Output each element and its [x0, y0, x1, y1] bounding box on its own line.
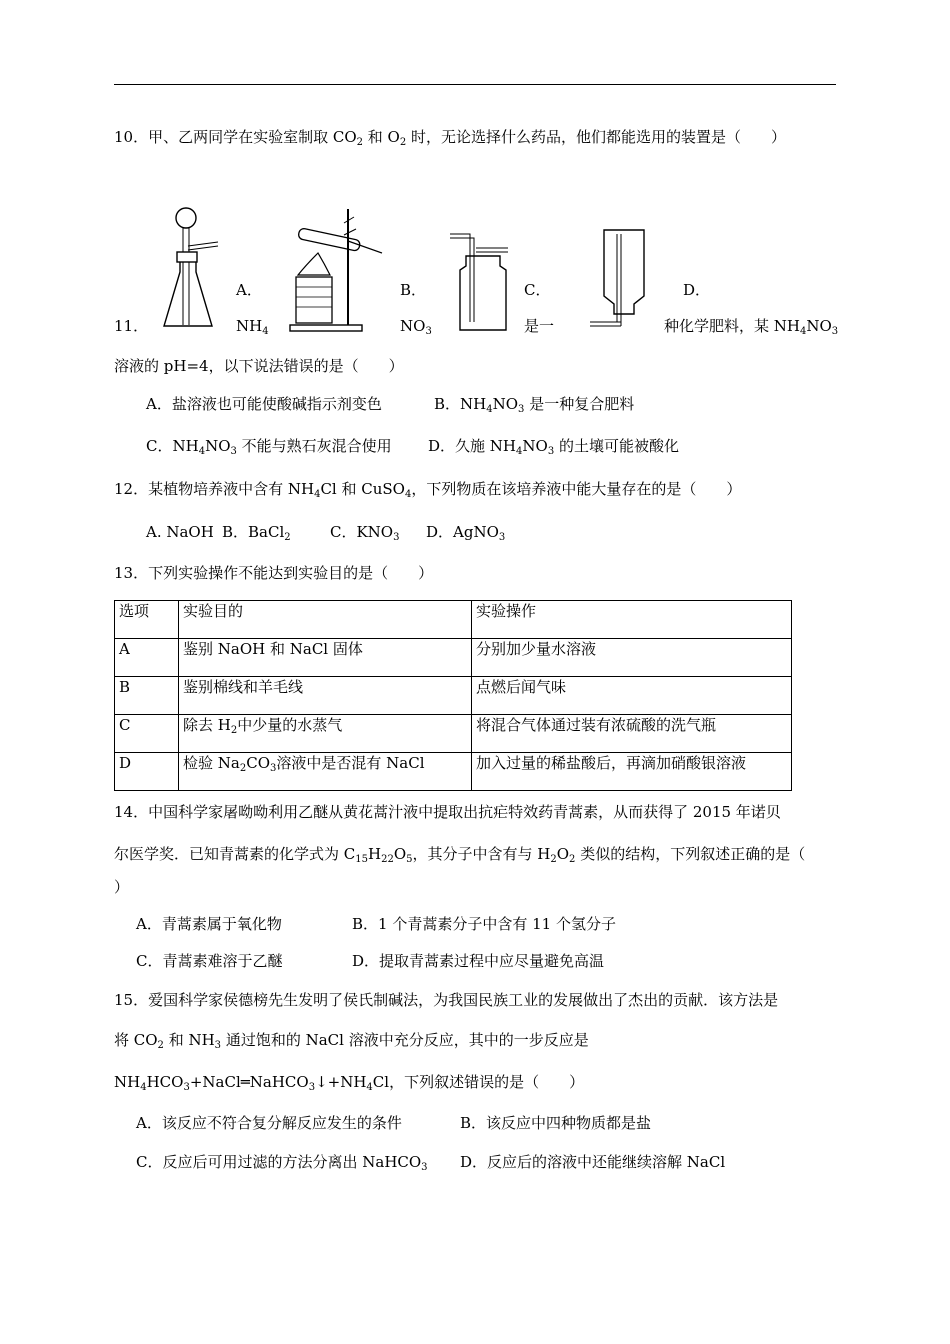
row-c-option: C: [115, 715, 179, 753]
option-d-label: D．: [683, 281, 711, 299]
q14-option-a: A．青蒿素属于氧化物: [136, 915, 282, 933]
q15-option-d: D．反应后的溶液中还能继续溶解 NaCl: [460, 1153, 726, 1171]
row-d-operation: 加入过量的稀盐酸后，再滴加硝酸银溶液: [472, 753, 792, 791]
q11-is-one: 是一: [524, 317, 555, 335]
q15-option-c: C．反应后可用过滤的方法分离出 NaHCO$_3$: [136, 1153, 428, 1173]
header-purpose: 实验目的: [179, 601, 472, 639]
q12-option-a: A. NaOH: [146, 523, 214, 541]
q11-nh4: $NH_4$: [236, 317, 269, 337]
q11-no3: $NO_3$: [400, 317, 432, 337]
q13-stem: 13．下列实验操作不能达到实验目的是（ ）: [114, 564, 434, 582]
q11-option-c: C．$NH_4NO_3$ 不能与熟石灰混合使用: [146, 437, 392, 457]
header-operation: 实验操作: [472, 601, 792, 639]
row-c-purpose: 除去 $H_2$中少量的水蒸气: [179, 715, 472, 753]
q14-stem-line1: 14．中国科学家屠呦呦利用乙醚从黄花蒿汁液中提取出抗疟特效药青蒿素，从而获得了 2015 年诺贝: [114, 803, 781, 821]
row-a-operation: 分别加少量水溶液: [472, 639, 792, 677]
q11-option-d: D．久施 $NH_4NO_3$ 的土壤可能被酸化: [428, 437, 679, 457]
table-row: [115, 715, 792, 753]
q11-stem-line2: 溶液的 pH=4，以下说法错误的是（ ）: [114, 357, 404, 375]
q11-tail: 种化学肥料，某 $NH_4NO_3$: [664, 317, 839, 337]
q12-option-c: C．$KNO_3$: [330, 523, 400, 543]
row-b-option: B: [115, 677, 179, 715]
row-a-purpose: 鉴别 NaOH 和 NaCl 固体: [179, 639, 472, 677]
header-option: 选项: [115, 601, 179, 639]
q12-option-b: B．BaCl$_2$: [222, 523, 291, 543]
table-row: [115, 677, 792, 715]
apparatus-c-gas-bottle: [448, 226, 510, 332]
option-a-label: A．: [236, 281, 262, 299]
q12-option-d: D．AgNO$_3$: [426, 523, 506, 543]
q11-number: 11．: [114, 317, 149, 335]
table-row: [115, 639, 792, 677]
q15-stem-line2: 将 $CO_2$ 和 $NH_3$ 通过饱和的 NaCl 溶液中充分反应，其中的一步反应是: [114, 1031, 589, 1051]
row-d-purpose: 检验 $Na_2CO_3$溶液中是否混有 NaCl: [179, 753, 472, 791]
row-b-operation: 点燃后闻气味: [472, 677, 792, 715]
q14-option-b: B．1 个青蒿素分子中含有 11 个氢分子: [352, 915, 616, 933]
q14-option-d: D．提取青蒿素过程中应尽量避免高温: [352, 952, 605, 970]
q12-stem: 12．某植物培养液中含有 $NH_4Cl$ 和 CuSO$_4$，下列物质在该培养液中能大量存在的是（ ）: [114, 480, 742, 500]
table-header-row: [115, 601, 792, 639]
row-a-option: A: [115, 639, 179, 677]
q15-stem-line1: 15．爱国科学家侯德榜先生发明了侯氏制碱法，为我国民族工业的发展做出了杰出的贡献．该方法是: [114, 991, 779, 1009]
q13-table: [114, 600, 792, 791]
row-c-operation: 将混合气体通过装有浓硫酸的洗气瓶: [472, 715, 792, 753]
q15-equation: $NH_4HCO_3+NaCl═NaHCO_3↓+NH_4Cl$，下列叙述错误的是（ ）: [114, 1073, 585, 1093]
q11-option-a: A．盐溶液也可能使酸碱指示剂变色: [146, 395, 382, 413]
apparatus-d-inverted-bottle: [590, 228, 650, 334]
apparatus-b-heating-tube: [284, 205, 384, 335]
option-c-label: C．: [524, 281, 551, 299]
q14-option-c: C．青蒿素难溶于乙醚: [136, 952, 283, 970]
q10-stem: 10．甲、乙两同学在实验室制取 $CO_2$ 和 $O_2$ 时，无论选择什么药品，他们都能选用的装置是（ ）: [114, 128, 787, 148]
apparatus-a-flask-funnel: [160, 200, 222, 334]
q14-stem-line2: 尔医学奖．已知青蒿素的化学式为 $C_{15}H_{22}O_5$，其分子中含有与 $H_2O_2$ 类似的结构，下列叙述正确的是（: [114, 845, 806, 865]
table-row: [115, 753, 792, 791]
q11-option-b: B．$NH_4NO_3$ 是一种复合肥料: [434, 395, 635, 415]
row-b-purpose: 鉴别棉线和羊毛线: [179, 677, 472, 715]
q14-stem-line3: ）: [114, 878, 130, 896]
q15-option-a: A．该反应不符合复分解反应发生的条件: [136, 1114, 402, 1132]
option-b-label: B．: [400, 281, 427, 299]
q15-option-b: B．该反应中四种物质都是盐: [460, 1114, 652, 1132]
top-rule: [114, 84, 836, 85]
row-d-option: D: [115, 753, 179, 791]
